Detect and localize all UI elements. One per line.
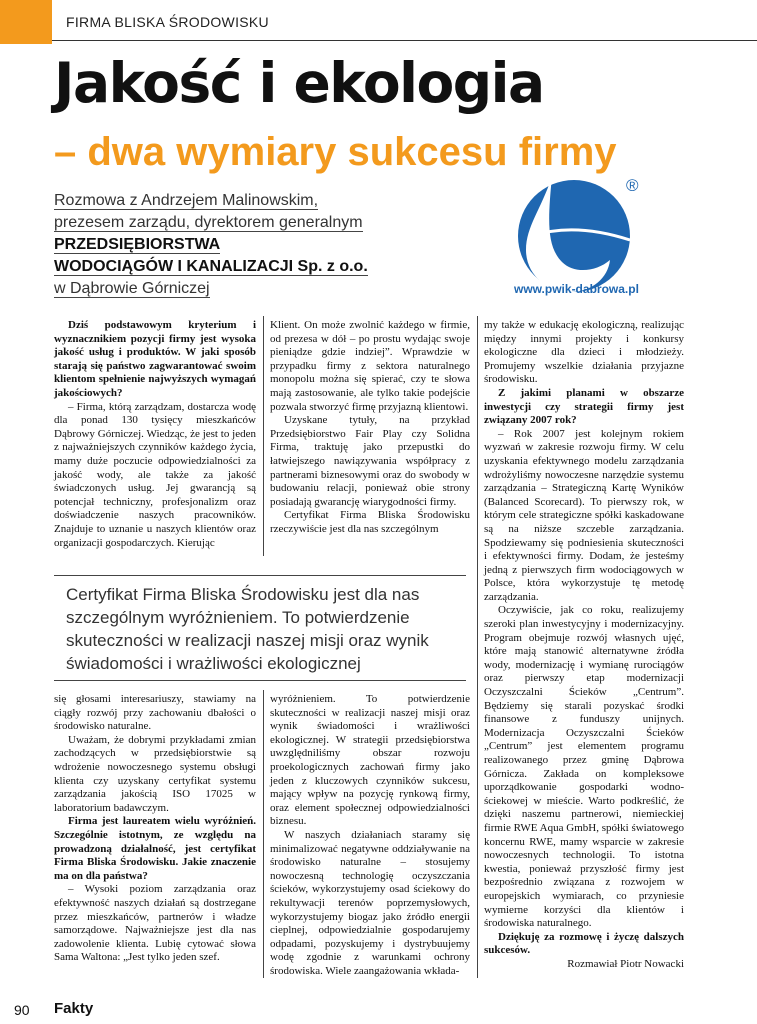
article-subtitle: – dwa wymiary sukcesu firmy — [54, 130, 617, 174]
registered-mark: ® — [626, 176, 639, 195]
intro-line-5: w Dąbrowie Górniczej — [54, 280, 210, 297]
interviewer-signature: Rozmawiał Piotr Nowacki — [567, 957, 684, 970]
column-2-top — [270, 319, 470, 537]
paragraph-education: my także w edukację ekologiczną, realizując między innymi projekty i konkursy ekologiczne dla dzieci i młodzieży. Promujemy wszelkie działania przyjazne środowisku. — [484, 319, 684, 386]
intro-line-1: Rozmowa z Andrzejem Malinowskim, — [54, 192, 319, 209]
answer-2-cont: wyróżnieniem. To potwierdzenie skuteczności w realizacji naszej misji oraz wynik świadomości i wrażliwości ekologicznej. W strategii przedsiębiorstwa uwzględniliśmy obszar rozwoju proekologicznych zachowań firmy jako jeden z kluczowych czynników sukcesu, mający wpływ na pozycję rynkową firmy, oraz element społecznej odpowiedzialności biznesu. — [270, 693, 470, 828]
question-2: Firma jest laureatem wielu wyróżnień. Szczególnie istotnym, ze względu na prowadzoną działalność, jest certyfikat Firma Bliska Środowisku. Jakie znaczenie ma on dla państwa? — [54, 815, 256, 882]
header-rule — [52, 40, 757, 41]
paragraph-changes: Uważam, że dobrymi przykładami zmian zachodzących w przedsiębiorstwie są wdrożenie nowoczesnego systemu obsługi klienta czy uzyskany certyfikat systemu zarządzania jakością ISO 17025 w laboratorium badawczym. — [54, 733, 256, 814]
page-number: 90 — [14, 1002, 30, 1018]
quote-line-2: szczególnym wyróżnieniem. To potwierdzenie — [66, 608, 410, 627]
intro-line-2: prezesem zarządu, dyrektorem generalnym — [54, 214, 363, 231]
quote-line-3: skuteczności w realizacji naszej misji oraz wynik — [66, 631, 429, 650]
paragraph-titles: Uzyskane tytuły, na przykład Przedsiębiorstwo Fair Play czy Solidna Firma, traktuję jako przepustki do łatwiejszego nawiązywania współpracy z partnerami biznesowymi oraz do swobody w budowaniu relacji, ponieważ obie strony posiadają gwarancję wiarygodności firmy. — [270, 414, 470, 508]
paragraph-certificate: Certyfikat Firma Bliska Środowisku rzeczywiście jest dla nas szczególnym — [270, 509, 470, 535]
section-label: FIRMA BLISKA ŚRODOWISKU — [66, 14, 269, 30]
closing-thanks: Dziękuję za rozmowę i życzę dalszych sukcesów. — [484, 930, 684, 957]
article-title: Jakość i ekologia — [54, 51, 544, 115]
orange-corner-block — [0, 0, 52, 44]
intro-line-4: WODOCIĄGÓW I KANALIZACJI Sp. z o.o. — [54, 258, 368, 275]
quote-line-1: Certyfikat Firma Bliska Środowisku jest dla nas — [66, 585, 420, 604]
column-2-bottom — [270, 693, 470, 978]
column-divider — [263, 690, 264, 978]
company-url[interactable]: www.pwik-dabrowa.pl — [514, 282, 639, 296]
answer-2: – Wysoki poziom zarządzania oraz efektywność naszych działań są dostrzegane przez mieszkańców, partnerów i władze samorządowe. Najważniejsze jest dla nas zadowolenie klienta. Lubię cytować słowa Sama Waltona: „Jest tylko jeden szef. — [54, 883, 256, 964]
paragraph-actions: W naszych działaniach staramy się minimalizować negatywne oddziaływanie na środowisko naturalne – stosujemy nowoczesną technologię oczyszczania ścieków, wykorzystujemy osad ściekowy do rekultywacji terenów poprzemysłowych, wykorzystujemy biogaz jako źródło energii cieplnej, odpowiedzialnie gospodarujemy odpadami, pozyskujemy i dystrybuujemy wodę zgodnie z warunkami ochrony środowiska. Wiele zaangażowania wkłada- — [270, 828, 470, 977]
water-drop-logo-icon — [512, 178, 660, 298]
answer-1-cont: Klient. On może zwolnić każdego w firmie, od prezesa w dół – po prostu wydając swoje pieniądze gdzie indziej”. Wprawdzie w przypadku firmy z sektora naturalnego monopolu można się spierać, czy te słowa mają zastosowanie, ale tylko takie podejście pozwala stworzyć firmę przyjazną klientowi. — [270, 319, 470, 413]
column-divider — [477, 316, 478, 978]
answer-1-end: się głosami interesariuszy, stawiamy na ciągły rozwój przy zachowaniu dbałości o środowisko naturalne. — [54, 693, 256, 733]
magazine-name: Fakty — [54, 1000, 94, 1017]
interview-intro — [54, 190, 414, 300]
column-3 — [484, 319, 684, 972]
question-1: Dziś podstawowym kryterium i wyznacznikiem pozycji firmy jest wysoka jakość usług i produktów. W jaki sposób starają się państwo zagwarantować swoim klientom spełnienie najwyższych wymagań jakościowych? — [54, 319, 256, 399]
question-3: Z jakimi planami w obszarze inwestycji czy strategii firmy jest związany 2007 rok? — [484, 386, 684, 427]
answer-1: – Firma, którą zarządzam, dostarcza wodę dla ponad 130 tysięcy mieszkańców Dąbrowy Górniczej. Wiedząc, że jest to jeden z najważniejszych czynników każdego życia, mamy duże poczucie odpowiedzialności za jakość wody, ale także za jakość świadczonych usług. Jej gwarancją są potencjał techniczny, profesjonalizm oraz doświadczenie naszych pracowników. Znajduje to uznanie u naszych klientów oraz organizacji gospodarczych. Kierując — [54, 400, 256, 549]
paragraph-investments: Oczywiście, jak co roku, realizujemy szeroki plan inwestycyjny i modernizacyjny. Program obejmuje rozwój własnych ujęć, które mają stanowić alternatywne źródła wody, modernizację i wymianę rurociągów oraz pierwszy etap modernizacji Oczyszczalni Ścieków „Centrum”. Będziemy się starali pozyskać środki finansowe z funduszy unijnych. Modernizacja Oczyszczalni Ścieków „Centrum” jest elementem programu realizowanego przez gminę Dąbrowa Górnicza. Zakłada on kompleksowe uporządkowanie gospodarki wodno-ściekowej w mieście. Warto podkreślić, że dzięki naszemu partnerowi, niemieckiej firmie RWE Aqua GmbH, spółki światowego koncernu RWE, mamy wsparcie w zakresie nowoczesnych technologii. To istotna kwestia, ponieważ przyszłość firmy jest bezpośrednio związana z rozwojem w europejskich wymiarach, co przyniesie wymierne korzyści dla klientów i środowiska naturalnego. — [484, 604, 684, 930]
intro-line-3: PRZEDSIĘBIORSTWA — [54, 236, 221, 253]
quote-rule-bottom — [54, 680, 466, 681]
answer-3: – Rok 2007 jest kolejnym rokiem wyzwań w zakresie rozwoju firmy. W celu uzyskania efektywnego modelu zarządzania wdrożyliśmy nowoczesne narzędzie systemu zarządzania – Strategiczną Kartę Wyników (Balanced Scorecard). To pierwszy rok, w którym cele strategiczne spółki kaskadowane są na niższe szczeble zarządzania. Spodziewamy się podniesienia skuteczności i efektywności firmy. Dodam, że jesteśmy jedną z pierwszych firm wodociągowych w Polsce, która wykorzystuje tę metodę zarządzania. — [484, 427, 684, 603]
column-1-bottom — [54, 693, 256, 965]
quote-rule-top — [54, 575, 466, 576]
column-1-top — [54, 319, 256, 550]
column-divider — [263, 316, 264, 556]
quote-line-4: świadomości i wrażliwości ekologicznej — [66, 654, 361, 673]
pull-quote — [66, 583, 458, 675]
